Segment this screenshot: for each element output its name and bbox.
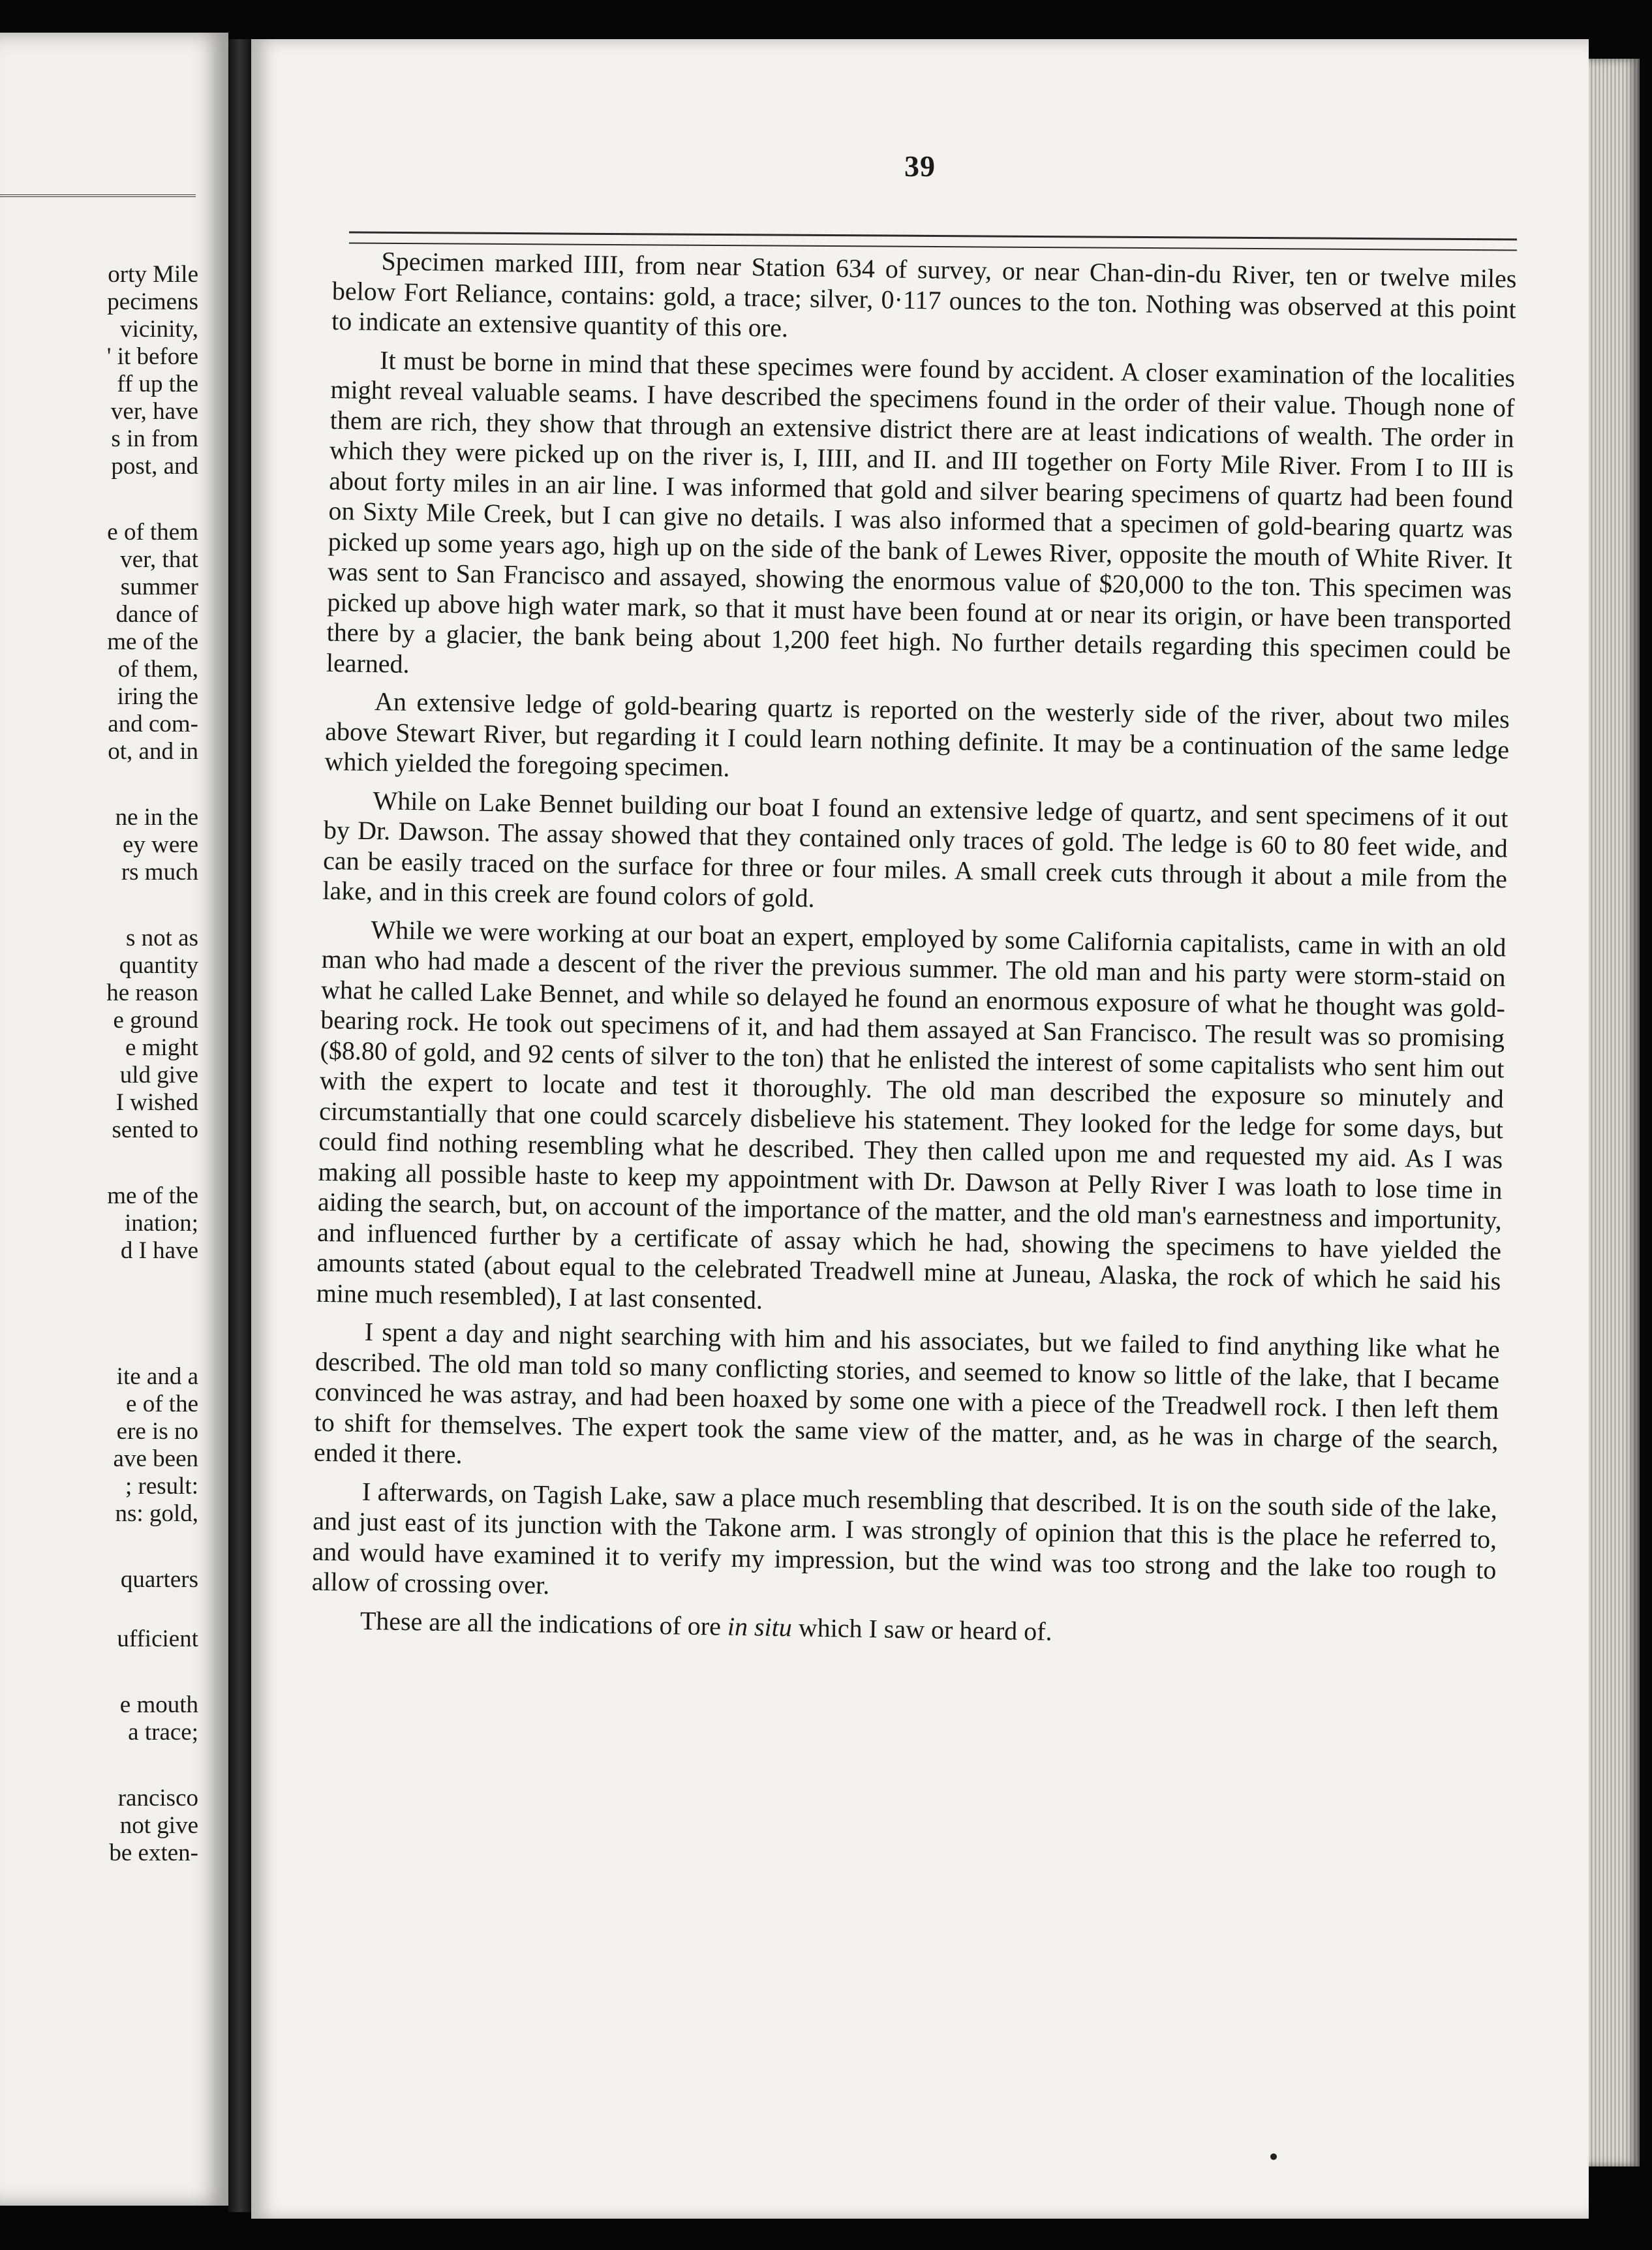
left-page-line: d I have	[120, 1237, 198, 1264]
paragraph-search: I spent a day and night searching with him and his associates, but we failed to find anything like what he described. The old man told so many conflicting stories, and seemed to know so little of the lake, that I became convinced he was astray, and had been hoaxed by some one with a piece of the Treadwell rock. I then left them to shift for themselves. The expert took the same view of the matter, and, as he was in charge of the search, ended it there.	[313, 1316, 1501, 1470]
paragraph-stewart-river-ledge: An extensive ledge of gold-bearing quartz is reported on the westerly side of the river, about two miles above Stewart River, but regarding it I could learn nothing definite. It may be a continuation of the same ledge which yielded the foregoing specimen.	[324, 686, 1510, 782]
left-page-line: ' it before	[106, 343, 198, 370]
left-page-line: be exten-	[109, 1840, 198, 1866]
left-page-line: rancisco	[117, 1785, 198, 1811]
left-page-line: post, and	[111, 453, 198, 480]
body-text	[311, 245, 1516, 1661]
paragraph-lake-bennet-ledge: While on Lake Bennet building our boat I found an extensive ledge of quartz, and sent specimens of it out by Dr. Dawson. The assay showed that they contained only traces of gold. The ledge is 60 to 80 feet wide, and can be easily traced on the surface for three or four miles. A small creek cuts through it about a mile from the lake, and in this creek are found colors of gold.	[322, 785, 1508, 913]
left-page-line: vicinity,	[120, 316, 198, 343]
left-page-line: me of the	[107, 628, 198, 655]
left-page-line: I wished	[115, 1089, 198, 1116]
left-page-line: summer	[120, 574, 198, 600]
paragraph-expert-and-old-man: While we were working at our boat an expert, employed by some California capitalists, came in with an old man who had made a descent of the river the previous summer. The old man and his party were storm-staid on what he called Lake Bennet, and while so delayed he found an enormous exposure of what he thought was gold-bearing rock. He took out specimens of it, and had them assayed at San Francisco. The result was so promising ($8.80 of gold, and 92 cents of silver to the ton) that he enlisted the interest of some capitalists who sent him out with the expert to locate and test it thoroughly. The old man described the exposure so minutely and circumstantially that one could scarcely disbelieve his statement. They looked for the ledge for some days, but could find nothing resembling what he described. They then called upon me and requested my aid. As I was making all possible haste to keep my appointment with Dr. Dawson at Pelly River I was loath to lose time in aiding the search, but, on account of the importance of the matter, and the old man's earnestness and importunity, and influenced further by a certificate of assay which he had, showing the specimens to have yielded the amounts stated (about equal to the celebrated Treadwell mine at Juneau, Alaska, the rock of which he said his mine much resembled), I at last consented.	[316, 914, 1507, 1315]
left-page-line: ff up the	[117, 371, 198, 397]
left-page-line: sented to	[112, 1117, 198, 1143]
left-page-line: ere is no	[116, 1418, 198, 1445]
left-page-line: and com-	[108, 711, 198, 737]
left-page-line: e ground	[113, 1007, 198, 1034]
left-page-line: iring the	[117, 683, 198, 710]
left-page-line: e of them	[107, 519, 198, 546]
left-page-line: s not as	[126, 925, 198, 951]
page-number: 39	[904, 149, 936, 183]
left-page-line: uld give	[119, 1062, 198, 1088]
left-page-line: ne in the	[115, 804, 198, 831]
left-facing-page	[0, 33, 228, 2206]
left-page-line: rs much	[121, 859, 198, 886]
left-page-line: ite and a	[116, 1363, 198, 1390]
left-page-line: ver, that	[120, 546, 198, 573]
paragraph-specimen-iiii: Specimen marked IIII, from near Station 634 of survey, or near Chan-din-du River, ten or twelve miles below Fort Reliance, contains: gold, a trace; silver, 0·117 ounces to the ton. Nothing was observed at this point to indicate an extensive quantity of this ore.	[331, 246, 1517, 343]
left-page-line: quarters	[120, 1566, 198, 1593]
left-page-rule	[0, 194, 196, 197]
left-page-line: of them,	[117, 656, 198, 683]
left-page-line: e of the	[126, 1391, 198, 1417]
left-page-line: a trace;	[128, 1719, 198, 1746]
closing-text-italic: in situ	[727, 1611, 793, 1642]
left-page-line: ; result:	[125, 1473, 198, 1500]
closing-text-before: These are all the indications of ore	[359, 1605, 728, 1641]
left-page-line: pecimens	[107, 288, 198, 315]
left-page-line: ave been	[113, 1445, 198, 1472]
left-page-line: ufficient	[117, 1626, 198, 1652]
paragraph-tagish-lake: I afterwards, on Tagish Lake, saw a place much resembling that described. It is on the south side of the lake, and just east of its junction with the Takone arm. I was strongly of opinion that this is the place he referred to, and would have examined it to verify my impression, but the wind was too strong and the lake too rough to allow of crossing over.	[311, 1476, 1498, 1600]
left-page-line: ver, have	[110, 398, 198, 425]
left-page-line: he reason	[106, 979, 198, 1006]
paragraph-borne-in-mind: It must be borne in mind that these specimes were found by accident. A closer examination of the localities might reveal valuable seams. I have described the specimens found in the order of their value. Though none of them are rich, they show that through an extensive district there are at least indications of wealth. The order in which they were picked up on the river is, I, IIII, and II. and III together on Forty Mile River. From I to III is about forty miles in an air line. I was informed that gold and silver bearing specimens of quartz had been found on Sixty Mile Creek, but I can give no details. I was also informed that a specimen of gold-bearing quartz was picked up some years ago, high up on the side of the bank of Lewes River, opposite the mouth of White River. It was sent to San Francisco and assayed, showing the enormous value of $20,000 to the ton. This specimen was picked up above high water mark, so that it must have been found at or near its origin, or have been transported there by a glacier, the bank being about 1,200 feet high. No further details regarding this specimen could be learned.	[326, 345, 1516, 679]
left-page-line: ns: gold,	[115, 1500, 198, 1527]
page-edges	[1589, 59, 1640, 2166]
print-speck	[1270, 2153, 1277, 2160]
left-page-line: not give	[119, 1812, 198, 1839]
left-page-line: me of the	[107, 1182, 198, 1209]
main-page	[251, 39, 1589, 2219]
left-page-line: ey were	[122, 831, 198, 858]
left-page-line: e mouth	[119, 1691, 198, 1718]
left-page-line: s in from	[111, 425, 198, 452]
left-page-line: ination;	[124, 1210, 198, 1237]
left-page-line: e might	[125, 1034, 198, 1061]
left-page-line: orty Mile	[108, 261, 198, 288]
left-page-line: ot, and in	[108, 738, 198, 765]
left-page-line: dance of	[115, 601, 198, 628]
left-page-line: quantity	[119, 952, 198, 979]
closing-text-after: which I saw or heard of.	[791, 1612, 1052, 1646]
book-gutter	[228, 39, 251, 2212]
